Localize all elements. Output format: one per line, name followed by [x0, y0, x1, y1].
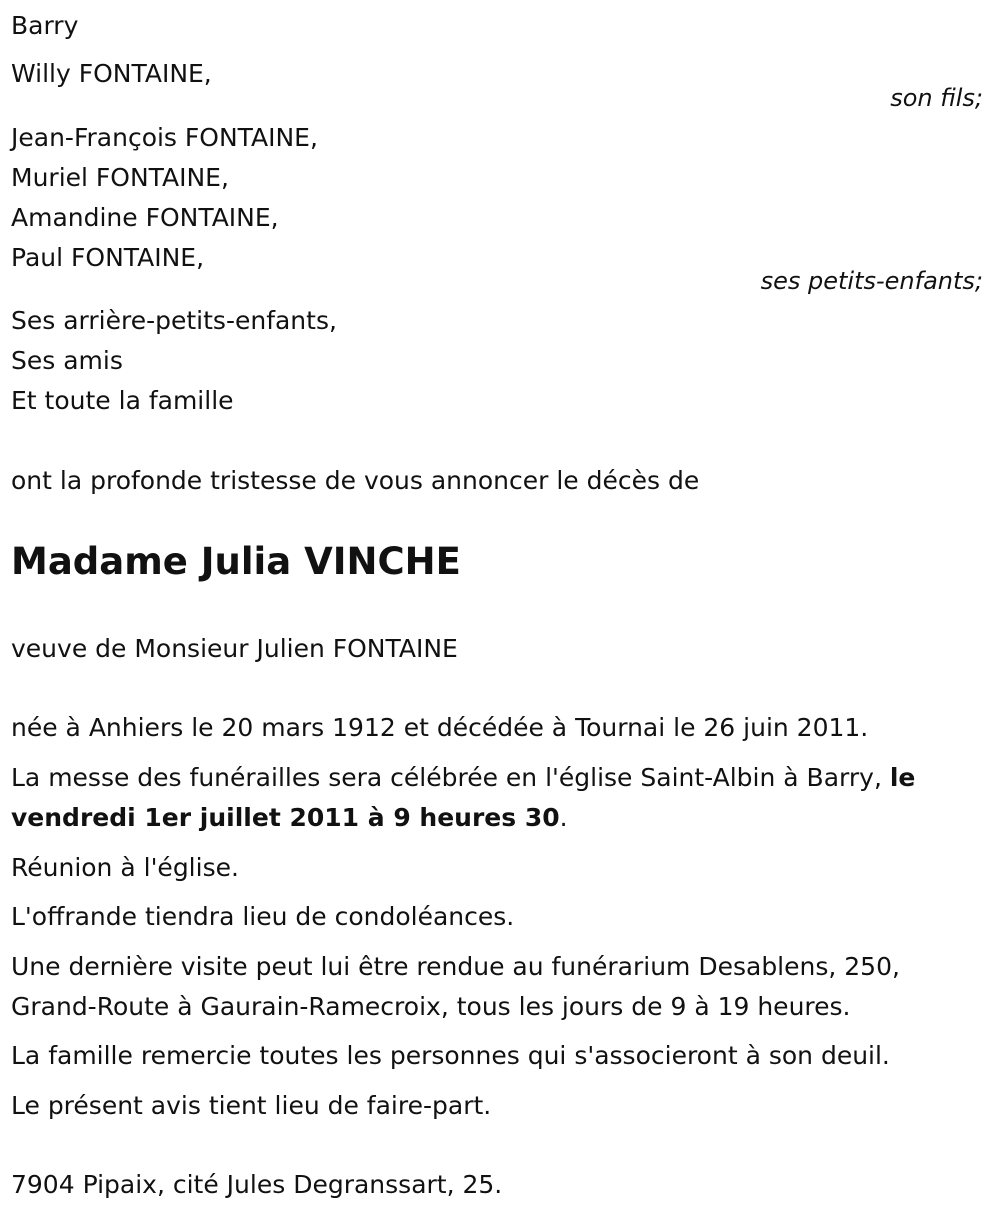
grandchild-name: Amandine FONTAINE, [11, 203, 279, 232]
deceased-name: Madame Julia VINCHE [11, 540, 461, 583]
grandchild-name: Muriel FONTAINE, [11, 163, 229, 192]
great-grandchildren: Ses arrière-petits-enfants, [11, 306, 337, 335]
meeting-info: Réunion à l'église. [11, 853, 239, 882]
address: 7904 Pipaix, cité Jules Degranssart, 25. [11, 1170, 503, 1199]
location-header: Barry [11, 11, 79, 40]
funeral-prefix: La messe des funérailles sera célébrée en l'église Saint-Albin à Barry, [11, 763, 890, 792]
friends: Ses amis [11, 346, 123, 375]
son-name: Willy FONTAINE, [11, 59, 212, 88]
widow-of: veuve de Monsieur Julien FONTAINE [11, 634, 458, 663]
funeral-date: le vendredi 1er juillet 2011 à 9 heures 30 [11, 763, 916, 832]
announcement-text: ont la profonde tristesse de vous annoncer le décès de [11, 466, 700, 495]
visit-info: Une dernière visite peut lui être rendue au funérarium Desablens, 250, Grand-Route à Gaurain-Ramecroix, tous les jours de 9 à 19 heures. [11, 952, 900, 1021]
grandchildren-role: ses petits-enfants; [760, 267, 983, 295]
grandchild-name: Jean-François FONTAINE, [11, 123, 318, 152]
notice-text: Le présent avis tient lieu de faire-part. [11, 1091, 492, 1120]
son-role: son fils; [890, 84, 983, 112]
birth-death-dates: née à Anhiers le 20 mars 1912 et décédée à Tournai le 26 juin 2011. [11, 713, 869, 742]
funeral-details [11, 758, 981, 838]
funeral-suffix: . [559, 803, 568, 832]
grandchild-name: Paul FONTAINE, [11, 243, 205, 272]
offering-info: L'offrande tiendra lieu de condoléances. [11, 902, 515, 931]
family: Et toute la famille [11, 386, 234, 415]
thanks-text: La famille remercie toutes les personnes qui s'associeront à son deuil. [11, 1041, 890, 1070]
